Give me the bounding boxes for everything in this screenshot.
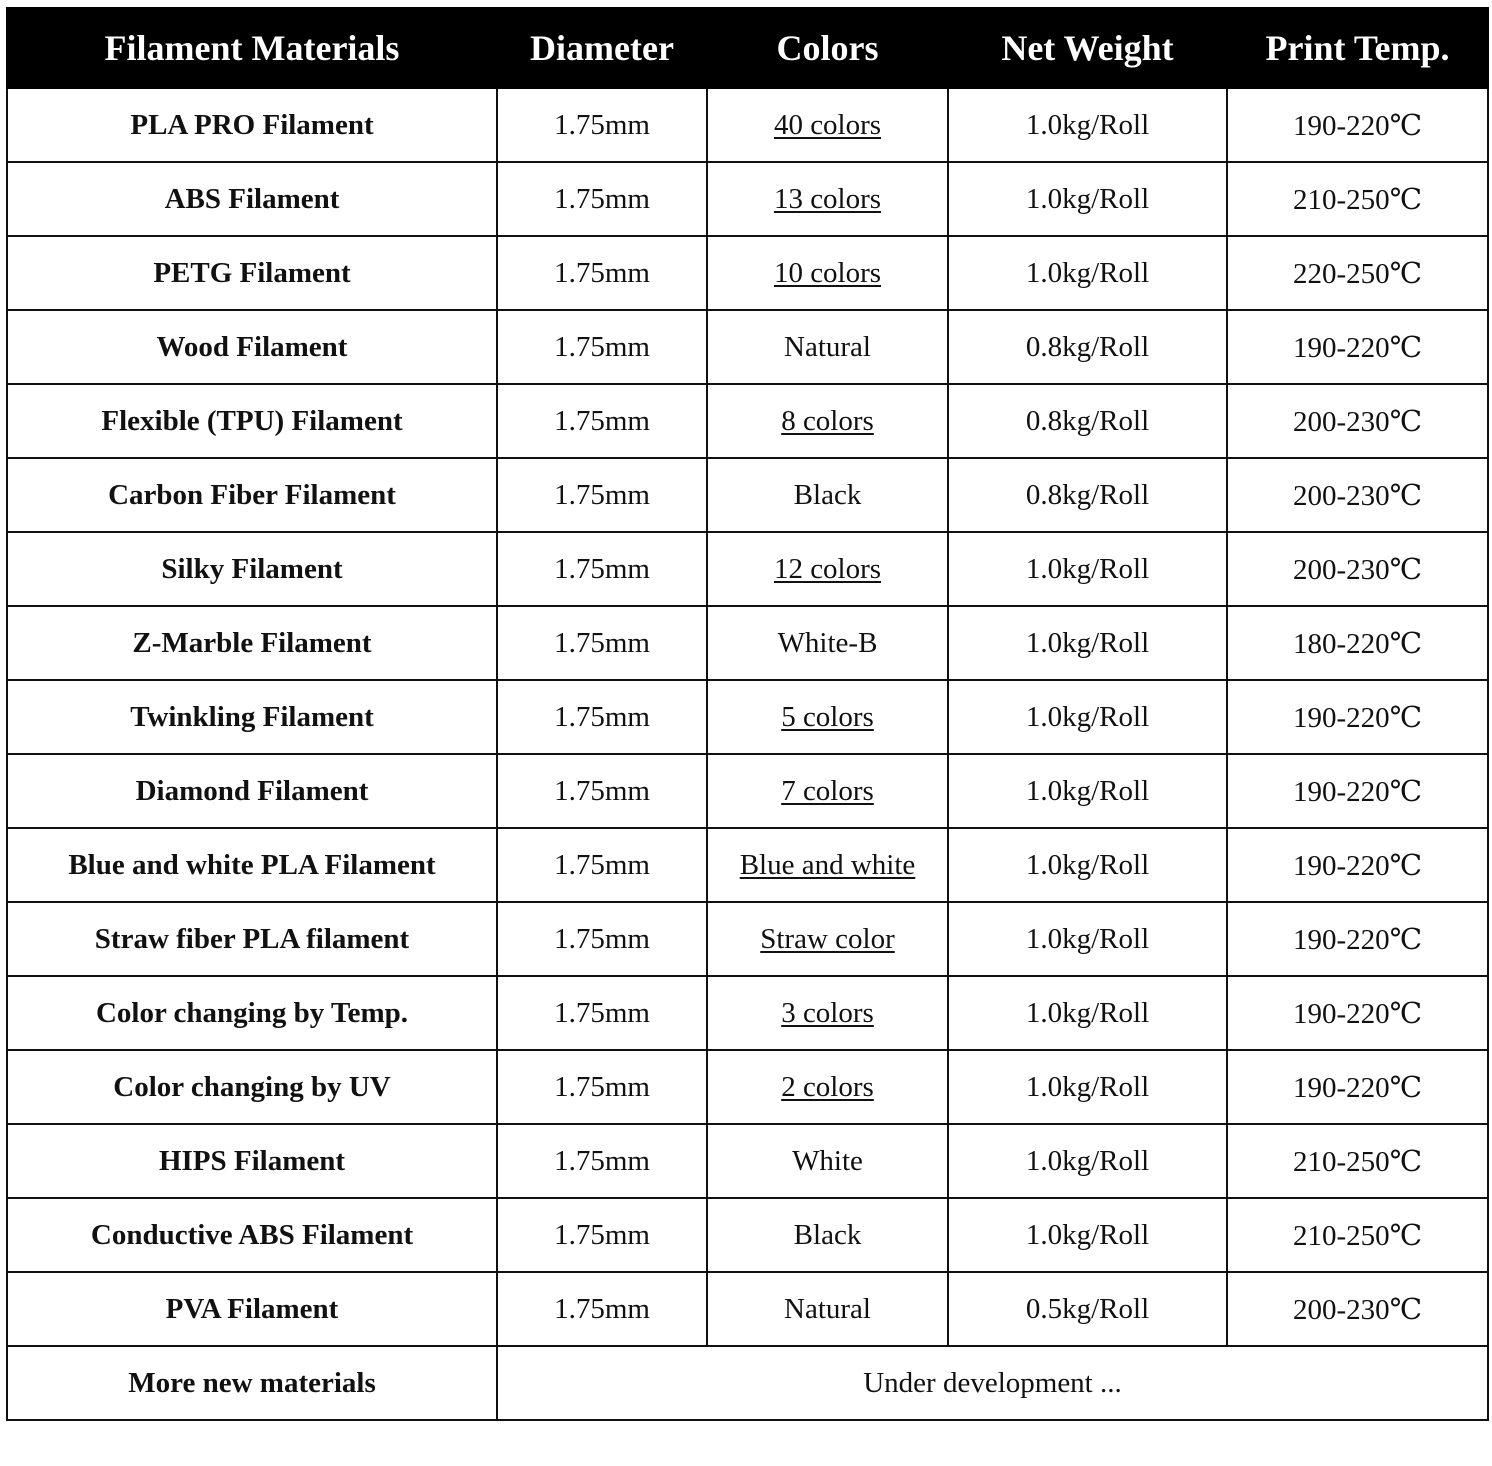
material-cell bbox=[7, 754, 497, 828]
colors-cell-text: White-B bbox=[777, 626, 878, 659]
table-row bbox=[7, 606, 1488, 680]
diameter-cell bbox=[497, 236, 707, 310]
diameter-cell bbox=[497, 902, 707, 976]
colors-link-text[interactable]: 8 colors bbox=[781, 404, 874, 437]
material-cell bbox=[7, 88, 497, 162]
net-weight-cell-text: 1.0kg/Roll bbox=[1025, 1070, 1150, 1103]
diameter-cell bbox=[497, 828, 707, 902]
table-row bbox=[7, 680, 1488, 754]
net-weight-cell-text: 1.0kg/Roll bbox=[1025, 1144, 1150, 1177]
print-temp-cell bbox=[1227, 458, 1488, 532]
net-weight-cell bbox=[948, 384, 1227, 458]
colors-link bbox=[707, 902, 948, 976]
diameter-cell bbox=[497, 1124, 707, 1198]
print-temp-cell bbox=[1227, 754, 1488, 828]
print-temp-cell bbox=[1227, 162, 1488, 236]
table-row bbox=[7, 754, 1488, 828]
material-cell bbox=[7, 384, 497, 458]
print-temp-cell bbox=[1227, 902, 1488, 976]
net-weight-cell-text: 1.0kg/Roll bbox=[1025, 182, 1150, 215]
colors-cell bbox=[707, 458, 948, 532]
net-weight-cell bbox=[948, 310, 1227, 384]
colors-cell-text: Natural bbox=[784, 330, 871, 363]
colors-link bbox=[707, 88, 948, 162]
diameter-cell bbox=[497, 1272, 707, 1346]
print-temp-cell-text: 190-220℃ bbox=[1292, 849, 1423, 882]
table-row bbox=[7, 1124, 1488, 1198]
colors-link-text[interactable]: 2 colors bbox=[781, 1070, 874, 1103]
diameter-cell-text: 1.75mm bbox=[554, 922, 650, 955]
print-temp-cell-text: 200-230℃ bbox=[1292, 405, 1423, 438]
colors-link-text[interactable]: 7 colors bbox=[781, 774, 874, 807]
material-cell bbox=[7, 976, 497, 1050]
material-cell bbox=[7, 532, 497, 606]
print-temp-cell bbox=[1227, 976, 1488, 1050]
footer-note-cell: Under development ... bbox=[497, 1346, 1488, 1420]
diameter-cell-text: 1.75mm bbox=[554, 552, 650, 585]
colors-link-text[interactable]: 5 colors bbox=[781, 700, 874, 733]
net-weight-cell bbox=[948, 976, 1227, 1050]
diameter-cell-text: 1.75mm bbox=[554, 330, 650, 363]
material-cell bbox=[7, 606, 497, 680]
colors-cell bbox=[707, 310, 948, 384]
print-temp-cell-text: 210-250℃ bbox=[1292, 1219, 1423, 1252]
material-cell-text: ABS Filament bbox=[164, 182, 340, 215]
diameter-cell-text: 1.75mm bbox=[554, 256, 650, 289]
diameter-cell bbox=[497, 162, 707, 236]
net-weight-cell bbox=[948, 828, 1227, 902]
diameter-cell bbox=[497, 88, 707, 162]
net-weight-cell-text: 0.5kg/Roll bbox=[1025, 1292, 1150, 1325]
table-body bbox=[7, 88, 1488, 1420]
header-print-temp: Print Temp. bbox=[1227, 8, 1488, 88]
material-cell bbox=[7, 902, 497, 976]
colors-link bbox=[707, 384, 948, 458]
material-cell bbox=[7, 1272, 497, 1346]
diameter-cell-text: 1.75mm bbox=[554, 108, 650, 141]
diameter-cell bbox=[497, 976, 707, 1050]
print-temp-cell bbox=[1227, 1198, 1488, 1272]
colors-link-text[interactable]: 3 colors bbox=[781, 996, 874, 1029]
material-cell bbox=[7, 162, 497, 236]
material-cell-text: PLA PRO Filament bbox=[130, 108, 374, 141]
print-temp-cell bbox=[1227, 680, 1488, 754]
material-cell-text: HIPS Filament bbox=[158, 1144, 346, 1177]
print-temp-cell bbox=[1227, 1124, 1488, 1198]
table-row bbox=[7, 1050, 1488, 1124]
diameter-cell-text: 1.75mm bbox=[554, 848, 650, 881]
diameter-cell bbox=[497, 458, 707, 532]
material-cell-text: Twinkling Filament bbox=[130, 700, 374, 733]
diameter-cell-text: 1.75mm bbox=[554, 1218, 650, 1251]
print-temp-cell-text: 200-230℃ bbox=[1292, 1293, 1423, 1326]
print-temp-cell-text: 200-230℃ bbox=[1292, 479, 1423, 512]
filament-spec-table bbox=[6, 7, 1489, 1421]
table-row-more-materials bbox=[7, 1346, 1488, 1420]
diameter-cell bbox=[497, 680, 707, 754]
print-temp-cell-text: 190-220℃ bbox=[1292, 331, 1423, 364]
material-cell-text: PVA Filament bbox=[165, 1292, 339, 1325]
colors-link bbox=[707, 828, 948, 902]
colors-link-text[interactable]: Straw color bbox=[760, 922, 895, 955]
print-temp-cell-text: 220-250℃ bbox=[1292, 257, 1423, 290]
print-temp-cell-text: 190-220℃ bbox=[1292, 1071, 1423, 1104]
diameter-cell-text: 1.75mm bbox=[554, 1144, 650, 1177]
colors-link-text[interactable]: 10 colors bbox=[773, 256, 882, 289]
diameter-cell-text: 1.75mm bbox=[554, 404, 650, 437]
net-weight-cell-text: 1.0kg/Roll bbox=[1025, 256, 1150, 289]
material-cell-text: Blue and white PLA Filament bbox=[68, 848, 436, 881]
material-cell-text: Silky Filament bbox=[161, 552, 343, 585]
net-weight-cell-text: 1.0kg/Roll bbox=[1025, 848, 1150, 881]
header-diameter: Diameter bbox=[497, 8, 707, 88]
material-cell-text: Conductive ABS Filament bbox=[90, 1218, 414, 1251]
colors-cell-text: Black bbox=[793, 1218, 862, 1251]
colors-link bbox=[707, 162, 948, 236]
colors-link bbox=[707, 1050, 948, 1124]
colors-link bbox=[707, 754, 948, 828]
net-weight-cell-text: 1.0kg/Roll bbox=[1025, 1218, 1150, 1251]
table-row bbox=[7, 236, 1488, 310]
table-header bbox=[7, 8, 1488, 88]
net-weight-cell-text: 1.0kg/Roll bbox=[1025, 922, 1150, 955]
diameter-cell-text: 1.75mm bbox=[554, 996, 650, 1029]
net-weight-cell bbox=[948, 1124, 1227, 1198]
print-temp-cell bbox=[1227, 236, 1488, 310]
diameter-cell-text: 1.75mm bbox=[554, 182, 650, 215]
colors-link-text[interactable]: 12 colors bbox=[773, 552, 882, 585]
net-weight-cell bbox=[948, 236, 1227, 310]
material-cell-text: Straw fiber PLA filament bbox=[94, 922, 410, 955]
table-row bbox=[7, 532, 1488, 606]
colors-link-text[interactable]: Blue and white bbox=[739, 848, 916, 881]
net-weight-cell bbox=[948, 754, 1227, 828]
colors-link bbox=[707, 236, 948, 310]
print-temp-cell-text: 180-220℃ bbox=[1292, 627, 1423, 660]
print-temp-cell-text: 190-220℃ bbox=[1292, 109, 1423, 142]
colors-cell-text: White bbox=[792, 1144, 863, 1177]
header-colors: Colors bbox=[707, 8, 948, 88]
header-row bbox=[7, 8, 1488, 88]
colors-link bbox=[707, 976, 948, 1050]
net-weight-cell bbox=[948, 680, 1227, 754]
colors-link-text[interactable]: 13 colors bbox=[773, 182, 882, 215]
print-temp-cell-text: 190-220℃ bbox=[1292, 997, 1423, 1030]
colors-cell-text: Black bbox=[793, 478, 862, 511]
material-cell-text: Color changing by Temp. bbox=[95, 996, 409, 1029]
table-row bbox=[7, 88, 1488, 162]
table-row bbox=[7, 310, 1488, 384]
colors-link-text[interactable]: 40 colors bbox=[773, 108, 882, 141]
print-temp-cell bbox=[1227, 384, 1488, 458]
diameter-cell-text: 1.75mm bbox=[554, 700, 650, 733]
diameter-cell bbox=[497, 1050, 707, 1124]
header-net-weight: Net Weight bbox=[948, 8, 1227, 88]
material-cell-text: PETG Filament bbox=[153, 256, 351, 289]
print-temp-cell bbox=[1227, 606, 1488, 680]
table-row bbox=[7, 1198, 1488, 1272]
table-row bbox=[7, 162, 1488, 236]
net-weight-cell-text: 1.0kg/Roll bbox=[1025, 996, 1150, 1029]
diameter-cell-text: 1.75mm bbox=[554, 774, 650, 807]
print-temp-cell-text: 210-250℃ bbox=[1292, 1145, 1423, 1178]
material-cell bbox=[7, 1198, 497, 1272]
print-temp-cell-text: 200-230℃ bbox=[1292, 553, 1423, 586]
table-row bbox=[7, 384, 1488, 458]
net-weight-cell bbox=[948, 606, 1227, 680]
print-temp-cell bbox=[1227, 828, 1488, 902]
table-row bbox=[7, 902, 1488, 976]
diameter-cell bbox=[497, 532, 707, 606]
net-weight-cell-text: 0.8kg/Roll bbox=[1025, 404, 1150, 437]
net-weight-cell bbox=[948, 1272, 1227, 1346]
net-weight-cell bbox=[948, 902, 1227, 976]
print-temp-cell bbox=[1227, 532, 1488, 606]
colors-cell bbox=[707, 1272, 948, 1346]
material-cell bbox=[7, 828, 497, 902]
net-weight-cell bbox=[948, 162, 1227, 236]
diameter-cell bbox=[497, 754, 707, 828]
material-cell-text: Carbon Fiber Filament bbox=[108, 478, 396, 511]
net-weight-cell-text: 0.8kg/Roll bbox=[1025, 330, 1150, 363]
net-weight-cell-text: 1.0kg/Roll bbox=[1025, 700, 1150, 733]
print-temp-cell-text: 210-250℃ bbox=[1292, 183, 1423, 216]
colors-cell bbox=[707, 1198, 948, 1272]
net-weight-cell bbox=[948, 1050, 1227, 1124]
material-cell-text: Diamond Filament bbox=[135, 774, 369, 807]
net-weight-cell-text: 1.0kg/Roll bbox=[1025, 774, 1150, 807]
material-cell bbox=[7, 680, 497, 754]
net-weight-cell-text: 1.0kg/Roll bbox=[1025, 626, 1150, 659]
diameter-cell bbox=[497, 384, 707, 458]
material-cell-text: Wood Filament bbox=[156, 330, 348, 363]
diameter-cell bbox=[497, 1198, 707, 1272]
table-row bbox=[7, 828, 1488, 902]
material-cell bbox=[7, 458, 497, 532]
colors-cell-text: Natural bbox=[784, 1292, 871, 1325]
table-row bbox=[7, 1272, 1488, 1346]
diameter-cell bbox=[497, 310, 707, 384]
print-temp-cell bbox=[1227, 1272, 1488, 1346]
table-row bbox=[7, 976, 1488, 1050]
colors-cell bbox=[707, 606, 948, 680]
print-temp-cell bbox=[1227, 88, 1488, 162]
table-row bbox=[7, 458, 1488, 532]
material-cell bbox=[7, 1050, 497, 1124]
material-cell-text: Flexible (TPU) Filament bbox=[101, 404, 403, 437]
material-cell bbox=[7, 236, 497, 310]
diameter-cell-text: 1.75mm bbox=[554, 478, 650, 511]
colors-link bbox=[707, 532, 948, 606]
print-temp-cell-text: 190-220℃ bbox=[1292, 701, 1423, 734]
material-cell-text: Z-Marble Filament bbox=[132, 626, 372, 659]
print-temp-cell-text: 190-220℃ bbox=[1292, 923, 1423, 956]
print-temp-cell-text: 190-220℃ bbox=[1292, 775, 1423, 808]
net-weight-cell bbox=[948, 458, 1227, 532]
net-weight-cell bbox=[948, 1198, 1227, 1272]
spec-sheet bbox=[6, 7, 1487, 1421]
diameter-cell-text: 1.75mm bbox=[554, 1070, 650, 1103]
colors-link bbox=[707, 680, 948, 754]
material-cell-text: Color changing by UV bbox=[113, 1070, 391, 1103]
print-temp-cell bbox=[1227, 1050, 1488, 1124]
net-weight-cell-text: 1.0kg/Roll bbox=[1025, 552, 1150, 585]
net-weight-cell-text: 0.8kg/Roll bbox=[1025, 478, 1150, 511]
diameter-cell-text: 1.75mm bbox=[554, 1292, 650, 1325]
material-cell bbox=[7, 1124, 497, 1198]
diameter-cell bbox=[497, 606, 707, 680]
net-weight-cell-text: 1.0kg/Roll bbox=[1025, 108, 1150, 141]
footer-material-cell: More new materials bbox=[7, 1346, 497, 1420]
net-weight-cell bbox=[948, 88, 1227, 162]
material-cell bbox=[7, 310, 497, 384]
net-weight-cell bbox=[948, 532, 1227, 606]
header-filament-materials: Filament Materials bbox=[7, 8, 497, 88]
print-temp-cell bbox=[1227, 310, 1488, 384]
diameter-cell-text: 1.75mm bbox=[554, 626, 650, 659]
colors-cell bbox=[707, 1124, 948, 1198]
